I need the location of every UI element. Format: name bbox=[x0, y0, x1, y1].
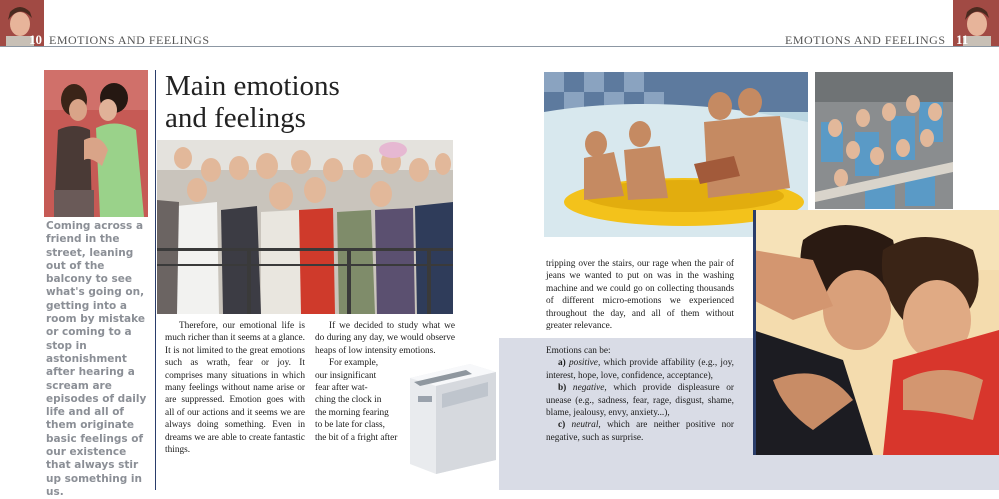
accent-line-left bbox=[155, 70, 156, 490]
wrap-line: to be late for class, bbox=[315, 420, 385, 431]
wrap-line: the bit of a fright after bbox=[315, 432, 398, 443]
item-marker: a) bbox=[558, 358, 566, 369]
emotions-item-positive bbox=[546, 357, 734, 382]
page-title-line1: Main emotions bbox=[165, 70, 340, 102]
photo-roller-coaster bbox=[815, 72, 953, 209]
item-term: positive bbox=[569, 358, 598, 369]
emotions-item-negative bbox=[546, 382, 734, 419]
emotions-list bbox=[546, 345, 734, 444]
emotions-item-neutral bbox=[546, 419, 734, 444]
item-term: neutral bbox=[571, 420, 599, 431]
body-column-1-text: Therefore, our emotional life is much richer than it seems at a glance. It is not limited to the great emotions such as wrath, fear or joy. It comprises many situations in which many feelings without name arise or are suppressed. Emotion goes with all of our actions and it seems we are always doing something. Even in dreams we are able to create fantastic things. bbox=[165, 321, 305, 456]
emotions-intro: Emotions can be: bbox=[546, 346, 611, 356]
body-column-1 bbox=[165, 320, 305, 456]
item-marker: b) bbox=[558, 383, 567, 394]
photo-boys-struggling bbox=[753, 210, 999, 455]
wrap-line: our insignificant bbox=[315, 370, 377, 381]
page-title bbox=[165, 70, 340, 134]
photo-washing-machine bbox=[400, 360, 500, 475]
item-text: , which are neither positive nor negative, such as surprise. bbox=[546, 420, 734, 443]
photo-friends-hugging bbox=[44, 70, 148, 217]
running-title-right: EMOTIONS AND FEELINGS bbox=[785, 33, 946, 47]
item-marker: c) bbox=[558, 420, 566, 431]
body-column-3 bbox=[546, 258, 734, 332]
item-text: , which provide affability (e.g., joy, interest, hope, love, confidence, acceptance), bbox=[546, 358, 734, 381]
wrap-line: ching the clock in bbox=[315, 395, 382, 406]
running-title-left: EMOTIONS AND FEELINGS bbox=[49, 33, 210, 47]
body-column-3-text: tripping over the stairs, our rage when the pair of jeans we wanted to put on was in the washing machine and we could go on collecting thousands of different micro-emotions we experienced throughout the day, and all of them without greater relevance. bbox=[546, 259, 734, 332]
item-text: , which provide displeasure or unease (e.g., sadness, fear, rage, disgust, shame, blame, jealousy, envy, anxiety...), bbox=[546, 383, 734, 419]
wrap-line: the morning fearing bbox=[315, 407, 389, 418]
page-title-line2: and feelings bbox=[165, 102, 306, 134]
page-number-left: 10 bbox=[29, 32, 42, 47]
photo-crowd bbox=[157, 140, 453, 314]
wrap-line: fear after wat- bbox=[315, 383, 368, 394]
wrap-line: For example, bbox=[329, 358, 379, 369]
body-column-2-text: If we decided to study what we do during any day, we would observe heaps of low intensity emotions. bbox=[315, 321, 455, 356]
body-column-2-wrap bbox=[315, 357, 403, 444]
page-number-right: 11 bbox=[956, 32, 969, 47]
sidebar-caption: Coming across a friend in the street, leaning out of the balcony to see what's going on, getting into a room by mistake or coming to a stop in astonishment after hearing a scream are episodes of daily life and all of them originate basic feelings of our existence that always stir up something in us. bbox=[46, 220, 147, 498]
item-term: negative bbox=[572, 383, 605, 394]
